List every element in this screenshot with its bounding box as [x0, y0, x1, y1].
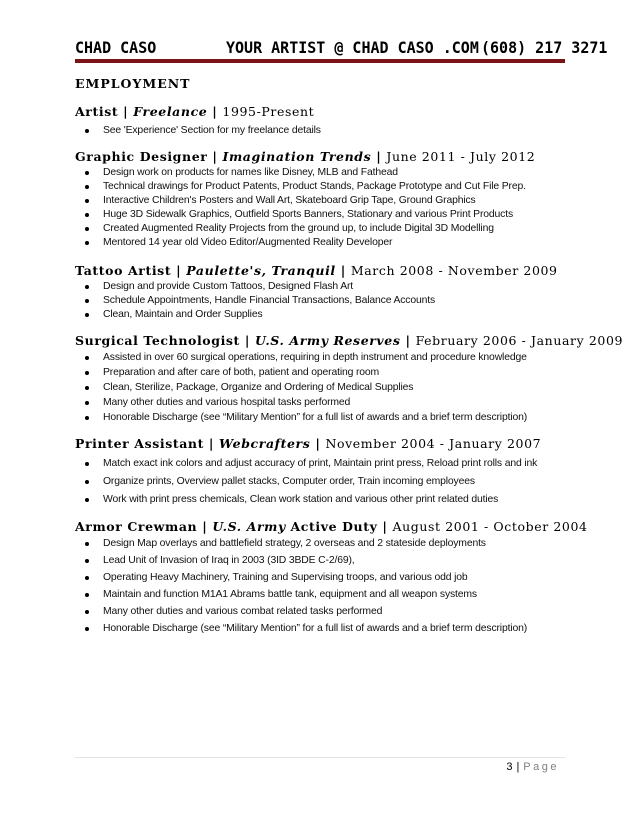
title-separator: | — [335, 263, 351, 278]
job-title — [75, 104, 314, 119]
job-extra: Active Duty — [290, 519, 378, 534]
title-separator: | — [310, 436, 326, 451]
duty-item: Design and provide Custom Tattoos, Designed Flash Art — [83, 280, 435, 294]
job-role: Tattoo Artist — [75, 263, 172, 278]
header-email: YOUR ARTIST @ CHAD CASO .COM — [226, 38, 479, 58]
header-phone: (608) 217 3271 — [481, 38, 608, 58]
duty-item: See 'Experience' Section for my freelance details — [83, 124, 321, 138]
title-separator: | — [197, 519, 213, 534]
duty-item: Operating Heavy Machinery, Training and Supervising troops, and various odd job — [83, 569, 527, 586]
job-duties-list — [83, 280, 435, 322]
duty-item: Honorable Discharge (see “Military Mention” for a full list of awards and a brief term description) — [83, 410, 527, 425]
duty-item: Many other duties and various combat related tasks performed — [83, 603, 527, 620]
duty-item: Many other duties and various hospital tasks performed — [83, 395, 527, 410]
duty-item: Design work on products for names like Disney, MLB and Fathead — [83, 166, 526, 180]
job-organization: Freelance — [133, 104, 208, 119]
job-title — [75, 519, 588, 534]
section-title: EMPLOYMENT — [75, 76, 191, 91]
duty-item: Work with print press chemicals, Clean work station and various other print related duties — [83, 491, 537, 509]
title-separator: | — [239, 333, 255, 348]
footer-divider — [75, 757, 565, 758]
title-separator: | — [203, 436, 220, 451]
duty-item: Design Map overlays and battlefield strategy, 2 overseas and 2 stateside deployments — [83, 535, 527, 552]
title-separator: | — [371, 149, 387, 164]
job-dates: June 2011 - July 2012 — [386, 149, 536, 164]
job-organization: Imagination Trends — [222, 149, 372, 164]
duty-item: Technical drawings for Product Patents, Product Stands, Package Prototype and Cut File Prep. — [83, 180, 526, 194]
title-separator: | — [118, 104, 134, 119]
job-title — [75, 263, 558, 278]
job-organization: U.S. Army — [212, 519, 286, 534]
job-duties-list — [83, 166, 526, 250]
job-duties-list — [83, 535, 527, 637]
job-dates: February 2006 - January 2009 — [415, 333, 624, 348]
footer-separator: | — [516, 761, 520, 773]
job-dates: August 2001 - October 2004 — [392, 519, 588, 534]
job-role: Printer Assistant — [75, 436, 204, 451]
job-duties-list — [83, 350, 527, 425]
duty-item: Schedule Appointments, Handle Financial Transactions, Balance Accounts — [83, 294, 435, 308]
header-name: CHAD CASO — [75, 38, 157, 58]
job-duties-list — [83, 455, 537, 509]
duty-item: Interactive Children's Posters and Wall Art, Skateboard Grip Tape, Ground Graphics — [83, 194, 526, 208]
job-dates: 1995-Present — [222, 104, 315, 119]
duty-item: Clean, Maintain and Order Supplies — [83, 308, 435, 322]
job-organization: U.S. Army Reserves — [255, 333, 401, 348]
job-dates: March 2008 - November 2009 — [350, 263, 558, 278]
title-separator: | — [400, 333, 416, 348]
job-organization: Paulette's, Tranquil — [186, 263, 336, 278]
job-title — [75, 436, 541, 451]
duty-item: Mentored 14 year old Video Editor/Augmented Reality Developer — [83, 236, 526, 250]
title-separator: | — [171, 263, 187, 278]
job-role: Surgical Technologist — [75, 333, 240, 348]
page-number: 3 — [506, 761, 513, 773]
header-divider — [75, 59, 565, 63]
job-role: Armor Crewman — [75, 519, 198, 534]
duty-item: Preparation and after care of both, patient and operating room — [83, 365, 527, 380]
job-title — [75, 149, 535, 164]
title-separator: | — [377, 519, 393, 534]
job-role: Graphic Designer — [75, 149, 208, 164]
job-duties-list — [83, 124, 321, 138]
title-separator: | — [207, 104, 223, 119]
title-separator: | — [207, 149, 223, 164]
duty-item: Lead Unit of Invasion of Iraq in 2003 (3ID 3BDE C-2/69), — [83, 552, 527, 569]
page-label: Page — [523, 761, 559, 773]
job-dates: November 2004 - January 2007 — [325, 436, 542, 451]
duty-item: Clean, Sterilize, Package, Organize and Ordering of Medical Supplies — [83, 380, 527, 395]
job-role: Artist — [75, 104, 119, 119]
duty-item: Created Augmented Reality Projects from the ground up, to include Digital 3D Modelling — [83, 222, 526, 236]
duty-item: Honorable Discharge (see “Military Mention” for a full list of awards and a brief term description) — [83, 620, 527, 637]
duty-item: Maintain and function M1A1 Abrams battle tank, equipment and all weapon systems — [83, 586, 527, 603]
duty-item: Assisted in over 60 surgical operations, requiring in depth instrument and procedure knowledge — [83, 350, 527, 365]
job-title — [75, 333, 623, 348]
job-organization: Webcrafters — [219, 436, 311, 451]
duty-item: Organize prints, Overview pallet stacks, Computer order, Train incoming employees — [83, 473, 537, 491]
duty-item: Match exact ink colors and adjust accuracy of print, Maintain print press, Reload print rolls and ink — [83, 455, 537, 473]
page-footer — [506, 761, 559, 773]
duty-item: Huge 3D Sidewalk Graphics, Outfield Sports Banners, Stationary and various Print Products — [83, 208, 526, 222]
